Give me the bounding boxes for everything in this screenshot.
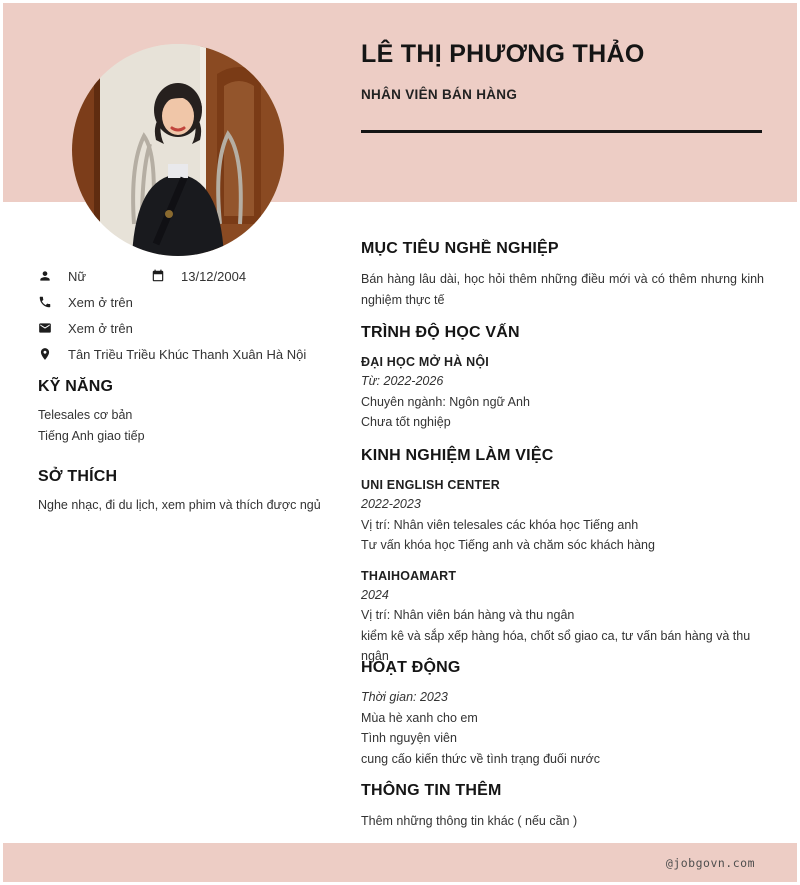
additional-heading: THÔNG TIN THÊM <box>361 782 502 799</box>
envelope-icon <box>38 321 52 335</box>
phone-icon <box>38 295 52 309</box>
job-company: THAIHOAMART <box>361 568 457 583</box>
education-heading: TRÌNH ĐỘ HỌC VẤN <box>361 324 520 341</box>
dob-value: 13/12/2004 <box>181 268 247 284</box>
section-activities <box>361 659 764 769</box>
education-school: ĐẠI HỌC MỞ HÀ NỘI <box>361 355 489 369</box>
section-education <box>361 324 764 433</box>
calendar-icon <box>151 269 165 283</box>
hobbies-heading: SỞ THÍCH <box>38 468 118 485</box>
education-major: Chuyên ngành: Ngôn ngữ Anh <box>361 394 530 409</box>
candidate-name: LÊ THỊ PHƯƠNG THẢO <box>361 40 645 68</box>
footer-watermark: @jobgovn.com <box>665 855 755 870</box>
job-role: Vị trí: Nhân viên bán hàng và thu ngân <box>361 608 575 622</box>
phone-value: Xem ở trên <box>68 294 133 310</box>
contact-row-phone <box>38 294 346 310</box>
contact-row-email <box>38 320 346 336</box>
person-icon <box>38 269 52 283</box>
job-company: UNI ENGLISH CENTER <box>361 478 501 492</box>
experience-heading: KINH NGHIỆM LÀM VIỆC <box>361 447 554 464</box>
address-value: Tân Triều Triều Khúc Thanh Xuân Hà Nội <box>68 346 307 362</box>
skill-item: Telesales cơ bản <box>38 408 133 422</box>
gender-value: Nữ <box>68 268 87 284</box>
job-description: kiểm kê và sắp xếp hàng hóa, chốt sổ giao ca, tư vấn bán hàng và thu ngân <box>361 628 751 663</box>
profile-photo-illustration <box>72 44 284 256</box>
skills-heading: KỸ NĂNG <box>38 378 114 395</box>
map-pin-icon <box>38 347 52 361</box>
skill-item: Tiếng Anh giao tiếp <box>38 429 145 443</box>
activity-line: Tình nguyện viên <box>361 731 457 745</box>
activity-line: cung cấo kiến thức về tình trạng đuối nước <box>361 751 600 766</box>
objective-text: Bán hàng lâu dài, học hỏi thêm những điều mới và có thêm nhưng kinh nghiệm thực tế <box>361 272 764 307</box>
activity-line: Mùa hè xanh cho em <box>361 710 478 725</box>
job-entry <box>361 567 764 667</box>
skills-list <box>38 405 346 447</box>
section-experience <box>361 447 764 667</box>
footer-band <box>3 843 797 882</box>
activity-period: Thời gian: 2023 <box>361 690 448 704</box>
hobbies-text: Nghe nhạc, đi du lịch, xem phim và thích được ngủ <box>38 498 321 512</box>
candidate-job-title: NHÂN VIÊN BÁN HÀNG <box>361 87 518 102</box>
education-status: Chưa tốt nghiệp <box>361 415 451 429</box>
left-column <box>38 268 346 515</box>
section-additional-info <box>361 782 764 832</box>
email-value: Xem ở trên <box>68 320 133 336</box>
activities-heading: HOẠT ĐỘNG <box>361 659 461 676</box>
contact-row-gender-dob <box>38 268 346 284</box>
job-role: Vị trí: Nhân viên telesales các khóa học Tiếng anh <box>361 517 639 532</box>
job-description: Tư vấn khóa học Tiếng anh và chăm sóc khách hàng <box>361 538 655 552</box>
job-period: 2024 <box>361 587 389 602</box>
contact-row-address <box>38 346 346 362</box>
profile-photo <box>72 44 284 256</box>
education-period: Từ: 2022-2026 <box>361 374 444 388</box>
objective-heading: MỤC TIÊU NGHỀ NGHIỆP <box>361 240 559 257</box>
section-objective <box>361 240 764 310</box>
additional-text: Thêm những thông tin khác ( nếu cần ) <box>361 814 578 828</box>
job-entry <box>361 476 764 556</box>
job-period: 2022-2023 <box>361 497 421 511</box>
header-divider <box>361 130 762 133</box>
